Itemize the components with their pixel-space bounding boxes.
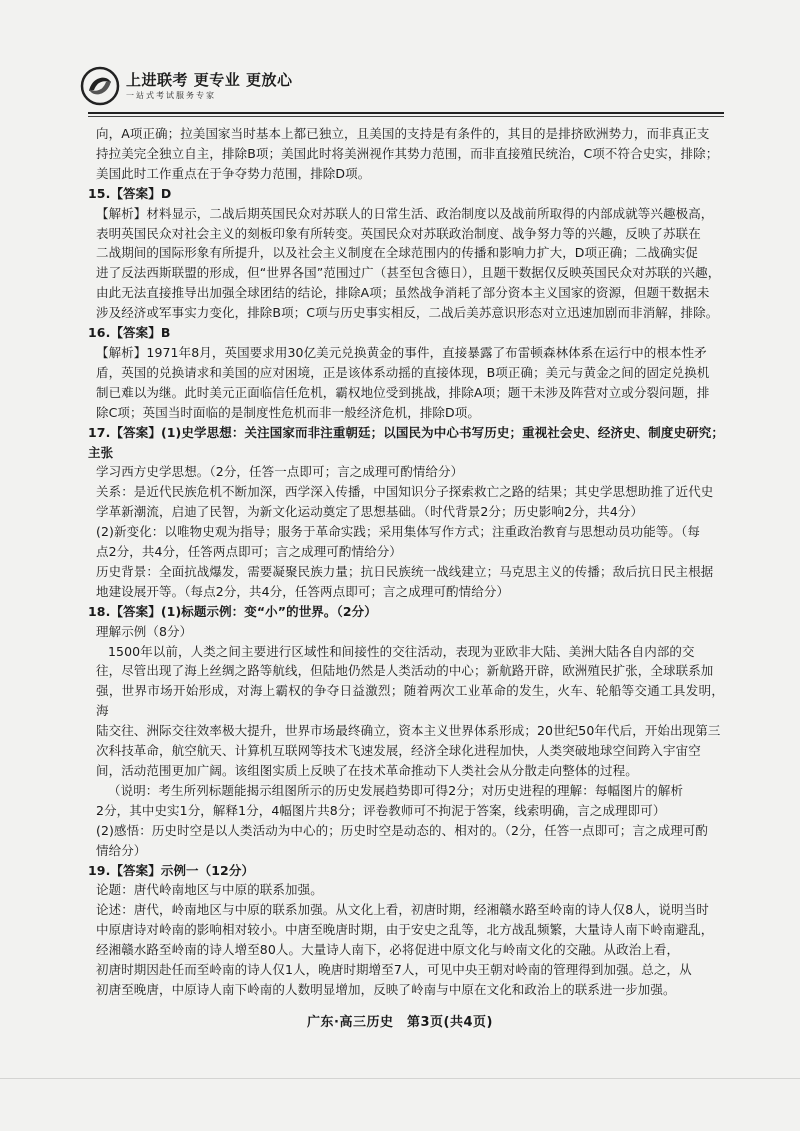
text-line: 情给分）: [96, 842, 147, 858]
answer-content: [88, 124, 724, 1000]
text-line: 论题：唐代岭南地区与中原的联系加强。: [96, 882, 323, 898]
text-line: 美国此时工作重点在于争夺势力范围，排除D项。: [96, 165, 371, 181]
text-line: 【解析】1971年8月，英国要求用30亿美元兑换黄金的事件，直接暴露了布雷顿森林体系在运行中的根本性矛: [96, 344, 707, 360]
header-rule-thin: [88, 116, 724, 117]
header-rule: [88, 112, 724, 114]
publisher-logo: [80, 66, 292, 106]
text-line: 理解示例（8分）: [96, 623, 193, 639]
header-slogan: 上进联考 更专业 更放心: [126, 71, 293, 89]
text-line: 地建设展开等。（每点2分，共4分，任答两点即可；言之成理可酌情给分）: [96, 583, 510, 599]
text-line: 由此无法直接推导出加强全球团结的结论，排除A项；虽然战争消耗了部分资本主义国家的资源，但题干数据未: [96, 285, 710, 301]
text-line: 间，活动范围更加广阔。该组图实质上反映了在技术革命推动下人类社会从分散走向整体的过程。: [96, 763, 638, 778]
swirl-logo-icon: [80, 66, 120, 106]
text-line: 进了反法西斯联盟的形成，但“世界各国”范围过广（甚至包含德日），且题干数据仅反映英国民众对苏联的兴趣，: [96, 265, 721, 281]
text-line: 学革新潮流，启迪了民智，为新文化运动奠定了思想基础。（时代背景2分；历史影响2分，共4分）: [96, 504, 644, 520]
question-heading: 17.【答案】(1)史学思想：关注国家而非注重朝廷；以国民为中心书写历史；重视社会史、经济史、制度史研究；主张: [88, 424, 724, 460]
header-tagline: 一站式考试服务专家: [126, 91, 216, 100]
text-line: 经湘赣水路至岭南的诗人增至80人。大量诗人南下，必将促进中原文化与岭南文化的交融。从政治上看，: [96, 942, 680, 958]
text-line: 学习西方史学思想。（2分，任答一点即可；言之成理可酌情给分）: [96, 464, 464, 480]
text-line: 历史背景：全面抗战爆发，需要凝聚民族力量；抗日民族统一战线建立；马克思主义的传播；敌后抗日民主根据: [96, 563, 714, 579]
text-line: 除C项；英国当时面临的是制度性危机而非一般经济危机，排除D项。: [96, 404, 480, 420]
text-line: 持拉美完全独立自主，排除B项；美国此时将美洲视作其势力范围，而非直接殖民统治，C项不符合史实，排除；: [96, 145, 719, 161]
text-line: 涉及经济或军事实力变化，排除B项；C项与历史事实相反，二战后美苏意识形态对立迅速加剧而非消解，排除。: [96, 305, 719, 321]
question-heading: 15.【答案】D: [88, 185, 172, 201]
text-line: 向，A项正确；拉美国家当时基本上都已独立，且美国的支持是有条件的，其目的是排挤欧洲势力，而非真正支: [96, 126, 710, 141]
text-line: (2)新变化：以唯物史观为指导；服务于革命实践；采用集体写作方式；注重政治教育与思想动员功能等。（每: [96, 524, 700, 540]
page-footer: 广东·高三历史 第3页(共4页): [307, 1015, 493, 1030]
text-line: (2)感悟：历史时空是以人类活动为中心的；历史时空是动态的、相对的。（2分，任答一点即可；言之成理可酌: [96, 822, 709, 838]
text-line: 关系：是近代民族危机不断加深，西学深入传播，中国知识分子探索救亡之路的结果；其史学思想助推了近代史: [96, 484, 714, 500]
text-line: 论述：唐代，岭南地区与中原的联系加强。从文化上看，初唐时期，经湘赣水路至岭南的诗人仅8人，说明当时: [96, 902, 709, 918]
text-line: 点2分，共4分，任答两点即可；言之成理可酌情给分）: [96, 544, 402, 560]
question-heading: 18.【答案】(1)标题示例：变“小”的世界。（2分）: [88, 603, 377, 619]
text-line: 【解析】材料显示，二战后期英国民众对苏联人的日常生活、政治制度以及战前所取得的内部成就等兴趣极高，: [96, 205, 714, 221]
text-line: 次科技革命，航空航天、计算机互联网等技术飞速发展，经济全球化进程加快，人类突破地球空间跨入宇宙空: [96, 743, 701, 759]
text-line: 2分，其中史实1分，解释1分，4幅图片共8分；评卷教师可不拘泥于答案，线索明确，言之成理即可）: [96, 802, 666, 818]
text-line: 制已难以为继。此时美元正面临信任危机，霸权地位受到挑战，排除A项；题干未涉及阵营对立或分裂问题，排: [96, 384, 710, 400]
text-line: 表明英国民众对社会主义的刻板印象有所转变。英国民众对苏联政治制度、战争努力等的兴趣，反映了苏联在: [96, 225, 701, 241]
text-line: 1500年以前，人类之间主要进行区域性和间接性的交往活动，表现为亚欧非大陆、美洲大陆各自内部的交: [108, 643, 695, 659]
text-line: 中原唐诗对岭南的影响相对较小。中唐至晚唐时期，由于安史之乱等，北方战乱频繁，大量诗人南下岭南避乱，: [96, 922, 714, 938]
text-line: 陆交往、洲际交往效率极大提升，世界市场最终确立，资本主义世界体系形成；20世纪50年代后，开始出现第三: [96, 723, 721, 739]
text-line: 初唐时期因赴任而至岭南的诗人仅1人，晚唐时期增至7人，可见中央王朝对岭南的管理得到加强。总之，从: [96, 962, 692, 978]
text-line: 强，世界市场开始形成，对海上霸权的争夺日益激烈；随着两次工业革命的发生，火车、轮船等交通工具发明，海: [96, 683, 724, 719]
question-heading: 19.【答案】示例一（12分）: [88, 862, 255, 878]
text-line: （说明：考生所列标题能揭示组图所示的历史发展趋势即可得2分；对历史进程的理解：每幅图片的解析: [108, 782, 684, 798]
page-bottom-edge: [0, 1078, 800, 1079]
question-heading: 16.【答案】B: [88, 325, 171, 341]
text-line: 初唐至晚唐，中原诗人南下岭南的人数明显增加，反映了岭南与中原在文化和政治上的联系进一步加强。: [96, 981, 676, 997]
text-line: 二战期间的国际形象有所提升，以及社会主义制度在全球范围内的传播和影响力扩大，D项正确；二战确实促: [96, 245, 698, 261]
text-line: 往，尽管出现了海上丝绸之路等航线，但陆地仍然是人类活动的中心；新航路开辟，欧洲殖民扩张，全球联系加: [96, 663, 714, 679]
text-line: 盾，英国的兑换请求和美国的应对困境，正是该体系动摇的直接体现，B项正确；美元与黄金之间的固定兑换机: [96, 364, 710, 380]
